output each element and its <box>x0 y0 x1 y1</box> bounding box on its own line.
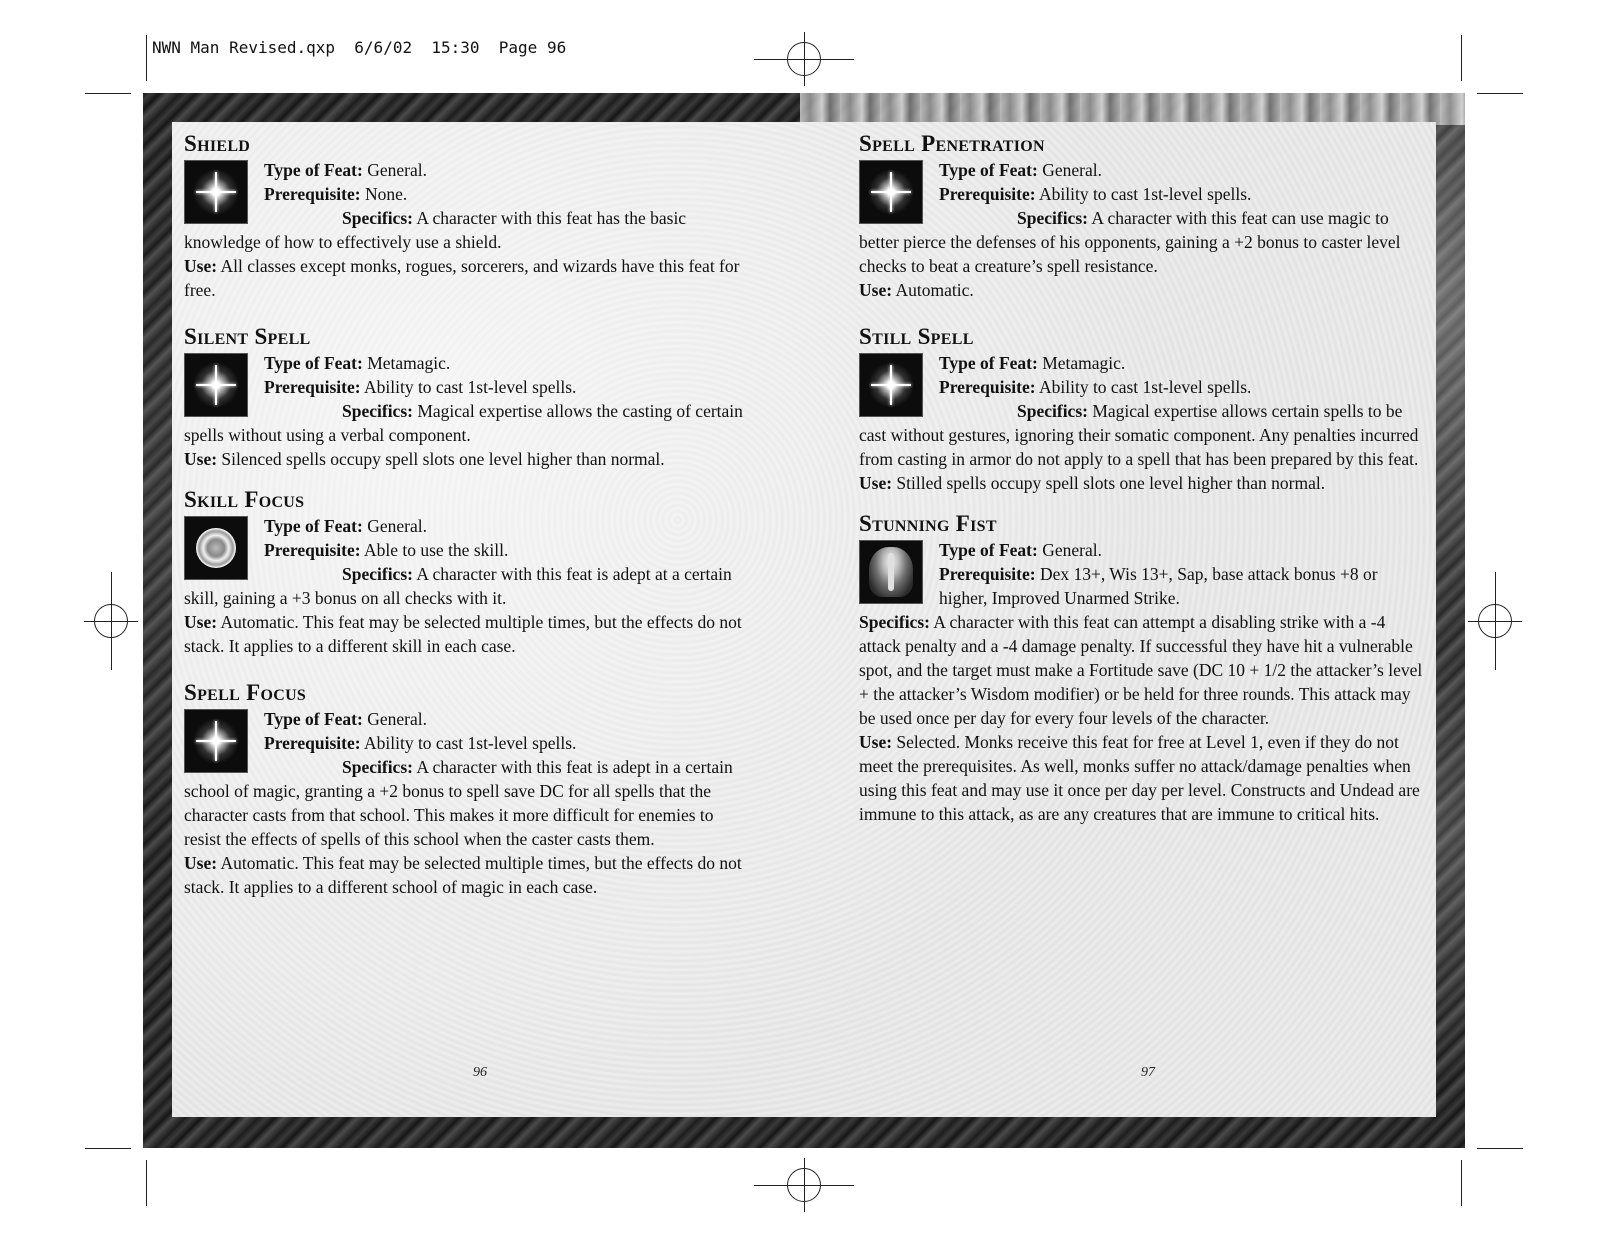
type-label: Type of Feat: <box>939 540 1038 560</box>
specifics-label: Specifics: <box>342 564 413 584</box>
type-label: Type of Feat: <box>939 160 1038 180</box>
prereq-value: Ability to cast 1st-level spells. <box>1038 184 1252 204</box>
feat-shield <box>184 131 744 302</box>
use-value: Automatic. <box>895 280 974 300</box>
prereq-value: Ability to cast 1st-level spells. <box>363 377 577 397</box>
type-value: General. <box>367 160 427 180</box>
use-value: Automatic. This feat may be selected multiple times, but the effects do not stack. It applies to a different school of magic in each case. <box>184 853 742 897</box>
type-label: Type of Feat: <box>264 709 363 729</box>
type-value: General. <box>1042 540 1102 560</box>
left-page-column <box>184 131 744 899</box>
registration-line <box>111 572 112 670</box>
feat-title: Still Spell <box>859 324 974 349</box>
type-value: Metamagic. <box>367 353 451 373</box>
use-label: Use: <box>859 732 893 752</box>
prereq-label: Prerequisite: <box>264 733 361 753</box>
crop-mark <box>146 1160 147 1206</box>
specifics-label: Specifics: <box>342 757 413 777</box>
type-label: Type of Feat: <box>939 353 1038 373</box>
prereq-label: Prerequisite: <box>939 377 1036 397</box>
feat-title: Skill Focus <box>184 487 305 512</box>
use-label: Use: <box>859 473 893 493</box>
star-icon <box>184 353 248 417</box>
specifics-value: Magical expertise allows certain spells to be cast without gestures, ignoring their somatic component. Any penalties incurred from casting in armor do not apply to a spell that has been prepared by this feat. <box>859 401 1419 469</box>
specifics-label: Specifics: <box>342 208 413 228</box>
use-label: Use: <box>184 449 218 469</box>
specifics-value: A character with this feat has the basic knowledge of how to effectively use a shield. <box>184 208 687 252</box>
specifics-value: A character with this feat is adept at a certain skill, gaining a +3 bonus on all checks with it. <box>184 564 732 608</box>
prereq-value: Able to use the skill. <box>363 540 509 560</box>
crop-mark <box>1461 1160 1462 1206</box>
type-label: Type of Feat: <box>264 353 363 373</box>
use-value: Silenced spells occupy spell slots one level higher than normal. <box>221 449 665 469</box>
ring-icon <box>184 516 248 580</box>
use-value: All classes except monks, rogues, sorcerers, and wizards have this feat for free. <box>184 256 740 300</box>
specifics-label: Specifics: <box>342 401 413 421</box>
feat-skill-focus <box>184 487 744 658</box>
crop-mark <box>85 93 131 94</box>
prereq-label: Prerequisite: <box>264 184 361 204</box>
feat-still-spell <box>859 324 1424 495</box>
use-label: Use: <box>184 256 218 276</box>
page-number-right: 97 <box>1141 1065 1155 1080</box>
feat-stunning-fist <box>859 511 1424 826</box>
frame-artwork <box>800 93 1465 125</box>
registration-line <box>1495 572 1496 670</box>
prereq-label: Prerequisite: <box>264 377 361 397</box>
type-value: General. <box>367 709 427 729</box>
star-icon <box>859 353 923 417</box>
star-icon <box>184 160 248 224</box>
prereq-label: Prerequisite: <box>264 540 361 560</box>
use-label: Use: <box>859 280 893 300</box>
use-label: Use: <box>184 612 218 632</box>
specifics-label: Specifics: <box>1017 401 1088 421</box>
prereq-label: Prerequisite: <box>939 564 1036 584</box>
type-label: Type of Feat: <box>264 160 363 180</box>
feat-title: Spell Penetration <box>859 131 1045 156</box>
crop-mark <box>1477 93 1523 94</box>
prereq-value: Dex 13+, Wis 13+, Sap, base attack bonus +8 or higher, Improved Unarmed Strike. <box>939 564 1378 608</box>
page-number-left: 96 <box>473 1065 487 1080</box>
feat-title: Stunning Fist <box>859 511 997 536</box>
crop-mark <box>1477 1148 1523 1149</box>
use-value: Selected. Monks receive this feat for free at Level 1, even if they do not meet the prerequisites. As well, monks suffer no attack/damage penalties when using this feat and may use it once per day per level. Constructs and Undead are immune to this attack, as are any creatures that are immune to critical hits. <box>859 732 1420 824</box>
specifics-value: A character with this feat can use magic to better pierce the defenses of his opponents, gaining a +2 bonus to caster level checks to beat a creature’s spell resistance. <box>859 208 1401 276</box>
star-icon <box>184 709 248 773</box>
print-slug: NWN Man Revised.qxp 6/6/02 15:30 Page 96 <box>152 38 567 57</box>
crop-mark <box>146 35 147 81</box>
star-icon <box>859 160 923 224</box>
registration-line <box>804 32 805 86</box>
registration-line <box>804 1158 805 1212</box>
right-page-column <box>859 131 1424 826</box>
use-value: Automatic. This feat may be selected multiple times, but the effects do not stack. It applies to a different skill in each case. <box>184 612 742 656</box>
type-value: Metamagic. <box>1042 353 1126 373</box>
crop-mark <box>1461 35 1462 81</box>
type-label: Type of Feat: <box>264 516 363 536</box>
feat-title: Spell Focus <box>184 680 307 705</box>
feat-silent-spell <box>184 324 744 471</box>
prereq-label: Prerequisite: <box>939 184 1036 204</box>
specifics-value: A character with this feat can attempt a disabling strike with a -4 attack penalty and a -4 damage penalty. If successful they have hit a vulnerable spot, and the target must make a Fortitude save (DC 10 + 1/2 the attacker’s level + the attacker’s Wisdom modifier) or be held for three rounds. This attack may be used once per day for every four levels of the character. <box>859 612 1423 728</box>
use-value: Stilled spells occupy spell slots one level higher than normal. <box>896 473 1326 493</box>
crop-mark <box>85 1148 131 1149</box>
feat-spell-focus <box>184 680 744 899</box>
use-label: Use: <box>184 853 218 873</box>
specifics-value: A character with this feat is adept in a certain school of magic, granting a +2 bonus to spell save DC for all spells that the character casts from that school. This makes it more difficult for enemies to resist the effects of spells of this school when the caster casts them. <box>184 757 733 849</box>
feat-spell-penetration <box>859 131 1424 302</box>
prereq-value: Ability to cast 1st-level spells. <box>1038 377 1252 397</box>
specifics-value: Magical expertise allows the casting of certain spells without using a verbal component. <box>184 401 743 445</box>
specifics-label: Specifics: <box>859 612 930 632</box>
type-value: General. <box>367 516 427 536</box>
prereq-value: Ability to cast 1st-level spells. <box>363 733 577 753</box>
feat-title: Silent Spell <box>184 324 311 349</box>
prereq-value: None. <box>364 184 408 204</box>
specifics-label: Specifics: <box>1017 208 1088 228</box>
type-value: General. <box>1042 160 1102 180</box>
feat-title: Shield <box>184 131 251 156</box>
fist-icon <box>859 540 923 604</box>
